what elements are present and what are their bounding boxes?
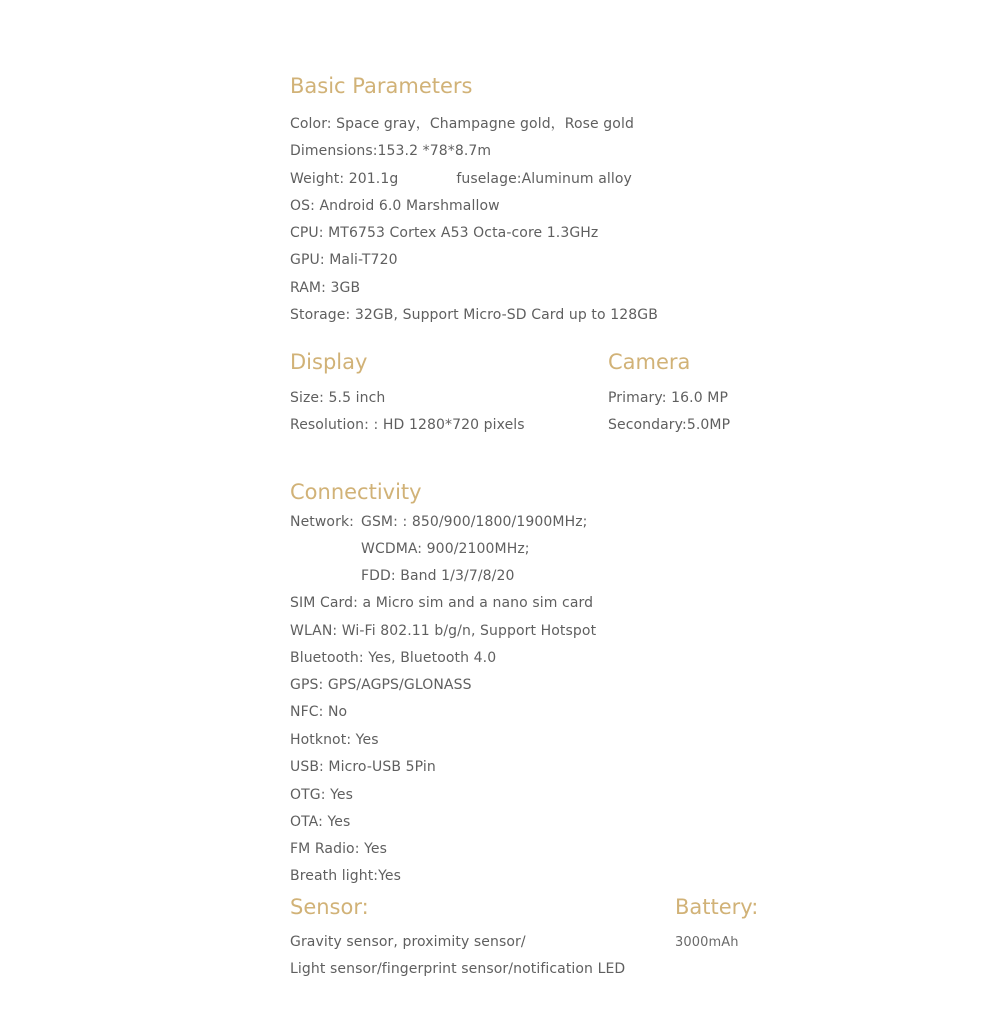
camera-heading: Camera (608, 350, 691, 374)
spec-gpu: GPU: Mali-T720 (290, 252, 398, 268)
basic-parameters-heading: Basic Parameters (290, 74, 473, 98)
spec-weight-line (290, 170, 632, 188)
sensor-line-1: Gravity sensor, proximity sensor/ (290, 934, 526, 950)
network-wcdma: WCDMA: 900/2100MHz; (361, 541, 530, 557)
connectivity-heading: Connectivity (290, 480, 422, 504)
network-gsm: GSM: : 850/900/1800/1900MHz; (361, 514, 588, 530)
spec-gps: GPS: GPS/AGPS/GLONASS (290, 677, 472, 693)
spec-cpu: CPU: MT6753 Cortex A53 Octa-core 1.3GHz (290, 225, 599, 241)
camera-primary: Primary: 16.0 MP (608, 390, 728, 406)
spec-fuselage: fuselage:Aluminum alloy (456, 171, 632, 187)
spec-weight: Weight: 201.1g (290, 171, 399, 187)
spec-usb: USB: Micro-USB 5Pin (290, 759, 436, 775)
spec-sim: SIM Card: a Micro sim and a nano sim card (290, 595, 594, 611)
network-fdd: FDD: Band 1/3/7/8/20 (361, 568, 515, 584)
spec-color: Color: Space gray，Champagne gold，Rose gold (290, 116, 634, 132)
display-resolution: Resolution: : HD 1280*720 pixels (290, 417, 525, 433)
spec-os: OS: Android 6.0 Marshmallow (290, 198, 500, 214)
network-label: Network: (290, 514, 354, 530)
spec-otg: OTG: Yes (290, 787, 353, 803)
spec-bluetooth: Bluetooth: Yes, Bluetooth 4.0 (290, 650, 497, 666)
display-size: Size: 5.5 inch (290, 390, 386, 406)
display-heading: Display (290, 350, 368, 374)
spec-fm-radio: FM Radio: Yes (290, 841, 387, 857)
camera-secondary: Secondary:5.0MP (608, 417, 731, 433)
spec-nfc: NFC: No (290, 704, 348, 720)
sensor-heading: Sensor: (290, 895, 369, 919)
sensor-line-2: Light sensor/fingerprint sensor/notification LED (290, 961, 626, 977)
spec-wlan: WLAN: Wi-Fi 802.11 b/g/n, Support Hotspot (290, 623, 597, 639)
battery-capacity: 3000mAh (675, 935, 739, 950)
spec-dimensions: Dimensions:153.2 *78*8.7m (290, 143, 492, 159)
spec-hotknot: Hotknot: Yes (290, 732, 379, 748)
battery-heading: Battery: (675, 895, 759, 919)
spec-breath-light: Breath light:Yes (290, 868, 402, 884)
spec-ota: OTA: Yes (290, 814, 351, 830)
spec-ram: RAM: 3GB (290, 280, 361, 296)
spec-storage: Storage: 32GB, Support Micro-SD Card up to 128GB (290, 307, 658, 323)
